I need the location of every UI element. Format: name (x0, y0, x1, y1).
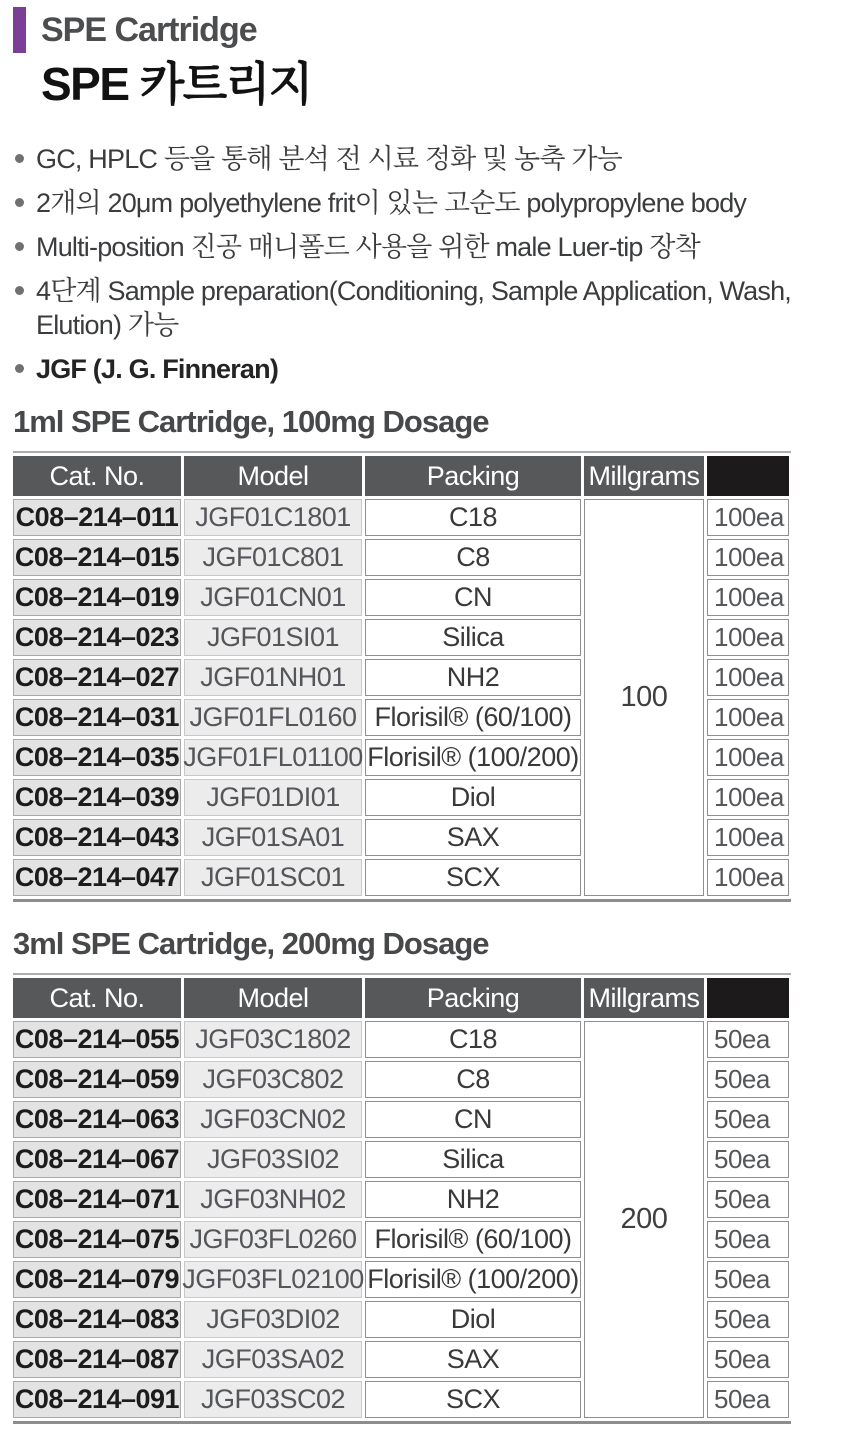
spe-table-3ml-200mg (13, 973, 791, 1424)
feature-list (13, 142, 859, 386)
packing-cell: SAX (365, 1341, 581, 1378)
packing-cell: CN (365, 579, 581, 616)
eyebrow-row (13, 6, 860, 54)
model-cell: JGF01NH01 (184, 659, 362, 696)
feature-item: 2개의 20μm polyethylene frit이 있는 고순도 polypropylene body (13, 186, 859, 220)
quantity-cell: 50ea (707, 1301, 789, 1338)
feature-item: 4단계 Sample preparation(Conditioning, Sample Application, Wash, Elution) 가능 (13, 274, 859, 342)
column-header-model: Model (184, 456, 362, 496)
feature-item: GC, HPLC 등을 통해 분석 전 시료 정화 및 농축 가능 (13, 142, 859, 176)
cat-no-cell: C08–214–059 (13, 1061, 181, 1098)
column-header-packing: Packing (365, 978, 581, 1018)
model-cell: JGF03FL02100 (184, 1261, 362, 1298)
column-header-millgrams: Millgrams (584, 978, 704, 1018)
model-cell: JGF03SC02 (184, 1381, 362, 1418)
cat-no-cell: C08–214–091 (13, 1381, 181, 1418)
quantity-cell: 50ea (707, 1141, 789, 1178)
model-cell: JGF01SA01 (184, 819, 362, 856)
cat-no-cell: C08–214–063 (13, 1101, 181, 1138)
quantity-cell: 100ea (707, 819, 789, 856)
milligrams-merged-cell: 200 (584, 1021, 704, 1418)
quantity-cell: 100ea (707, 699, 789, 736)
model-cell: JGF03SA02 (184, 1341, 362, 1378)
packing-cell: NH2 (365, 1181, 581, 1218)
quantity-cell: 50ea (707, 1221, 789, 1258)
model-cell: JGF01SC01 (184, 859, 362, 896)
packing-cell: CN (365, 1101, 581, 1138)
column-header-cat-no: Cat. No. (13, 456, 181, 496)
spe-table-1ml-100mg (13, 451, 791, 902)
column-header-cat-no: Cat. No. (13, 978, 181, 1018)
model-cell: JGF03DI02 (184, 1301, 362, 1338)
model-cell: JGF03CN02 (184, 1101, 362, 1138)
model-cell: JGF01C801 (184, 539, 362, 576)
eyebrow-title: SPE Cartridge (41, 10, 257, 49)
packing-cell: Diol (365, 779, 581, 816)
column-header-packing: Packing (365, 456, 581, 496)
packing-cell: Silica (365, 1141, 581, 1178)
model-cell: JGF01FL01100 (184, 739, 362, 776)
quantity-cell: 100ea (707, 499, 789, 536)
cat-no-cell: C08–214–075 (13, 1221, 181, 1258)
quantity-cell: 100ea (707, 739, 789, 776)
packing-cell: C8 (365, 1061, 581, 1098)
model-cell: JGF03NH02 (184, 1181, 362, 1218)
cat-no-cell: C08–214–043 (13, 819, 181, 856)
cat-no-cell: C08–214–019 (13, 579, 181, 616)
packing-cell: C18 (365, 1021, 581, 1058)
packing-cell: SCX (365, 1381, 581, 1418)
model-cell: JGF03C1802 (184, 1021, 362, 1058)
page-header (13, 6, 860, 112)
quantity-cell: 100ea (707, 539, 789, 576)
packing-cell: C8 (365, 539, 581, 576)
packing-cell: SCX (365, 859, 581, 896)
packing-cell: Diol (365, 1301, 581, 1338)
column-header-quantity (707, 456, 789, 496)
model-cell: JGF03C802 (184, 1061, 362, 1098)
model-cell: JGF01CN01 (184, 579, 362, 616)
model-cell: JGF01DI01 (184, 779, 362, 816)
quantity-cell: 50ea (707, 1381, 789, 1418)
section-title-1ml: 1ml SPE Cartridge, 100mg Dosage (13, 404, 489, 439)
milligrams-merged-cell: 100 (584, 499, 704, 896)
quantity-cell: 100ea (707, 619, 789, 656)
model-cell: JGF03SI02 (184, 1141, 362, 1178)
section-title-3ml: 3ml SPE Cartridge, 200mg Dosage (13, 926, 489, 961)
model-cell: JGF01FL0160 (184, 699, 362, 736)
cat-no-cell: C08–214–083 (13, 1301, 181, 1338)
cat-no-cell: C08–214–055 (13, 1021, 181, 1058)
column-header-millgrams: Millgrams (584, 456, 704, 496)
quantity-cell: 50ea (707, 1181, 789, 1218)
cat-no-cell: C08–214–031 (13, 699, 181, 736)
cat-no-cell: C08–214–039 (13, 779, 181, 816)
cat-no-cell: C08–214–071 (13, 1181, 181, 1218)
packing-cell: Florisil® (100/200) (365, 739, 581, 776)
cat-no-cell: C08–214–067 (13, 1141, 181, 1178)
model-cell: JGF03FL0260 (184, 1221, 362, 1258)
quantity-cell: 50ea (707, 1061, 789, 1098)
page-title: SPE 카트리지 (41, 58, 312, 110)
cat-no-cell: C08–214–079 (13, 1261, 181, 1298)
packing-cell: C18 (365, 499, 581, 536)
cat-no-cell: C08–214–011 (13, 499, 181, 536)
feature-item-brand: JGF (J. G. Finneran) (13, 352, 859, 386)
quantity-cell: 50ea (707, 1101, 789, 1138)
quantity-cell: 50ea (707, 1261, 789, 1298)
packing-cell: NH2 (365, 659, 581, 696)
packing-cell: SAX (365, 819, 581, 856)
quantity-cell: 100ea (707, 859, 789, 896)
quantity-cell: 50ea (707, 1021, 789, 1058)
quantity-cell: 100ea (707, 779, 789, 816)
model-cell: JGF01SI01 (184, 619, 362, 656)
feature-item: Multi-position 진공 매니폴드 사용을 위한 male Luer-tip 장착 (13, 230, 859, 264)
packing-cell: Florisil® (100/200) (365, 1261, 581, 1298)
packing-cell: Silica (365, 619, 581, 656)
quantity-cell: 100ea (707, 659, 789, 696)
column-header-quantity (707, 978, 789, 1018)
quantity-cell: 100ea (707, 579, 789, 616)
cat-no-cell: C08–214–047 (13, 859, 181, 896)
packing-cell: Florisil® (60/100) (365, 1221, 581, 1258)
packing-cell: Florisil® (60/100) (365, 699, 581, 736)
quantity-cell: 50ea (707, 1341, 789, 1378)
cat-no-cell: C08–214–087 (13, 1341, 181, 1378)
model-cell: JGF01C1801 (184, 499, 362, 536)
column-header-model: Model (184, 978, 362, 1018)
cat-no-cell: C08–214–023 (13, 619, 181, 656)
cat-no-cell: C08–214–035 (13, 739, 181, 776)
cat-no-cell: C08–214–027 (13, 659, 181, 696)
cat-no-cell: C08–214–015 (13, 539, 181, 576)
accent-bar (13, 7, 26, 53)
